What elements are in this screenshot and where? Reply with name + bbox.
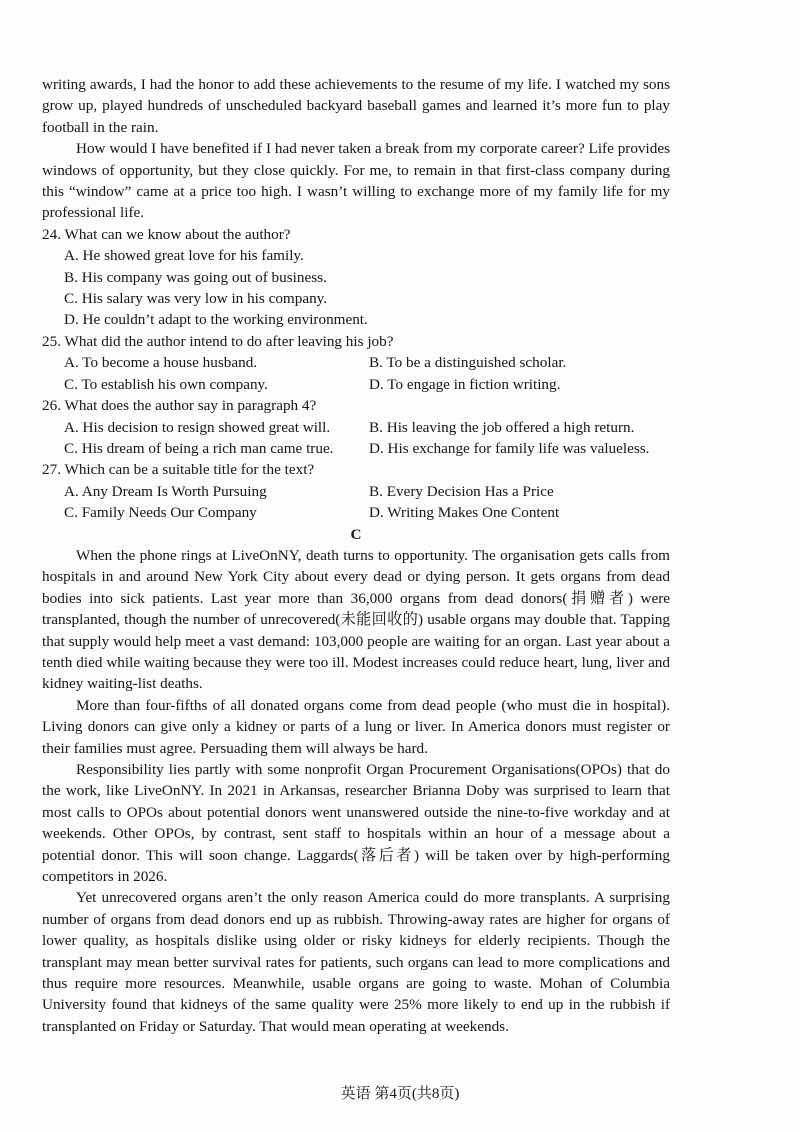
page-footer: 英语 第4页(共8页) <box>340 1086 460 1102</box>
option-c: C. His salary was very low in his company. <box>64 290 328 308</box>
option-d: D. His exchange for family life was valueless. <box>369 439 650 457</box>
question-25 <box>42 331 670 395</box>
option-b: B. His leaving the job offered a high return. <box>369 418 635 436</box>
paragraph: Responsibility lies partly with some nonprofit Organ Procurement Organisations(OPOs) that do the work, like LiveOnNY. In 2021 in Arkansas, researcher Brianna Doby was surprised to learn that most calls to OPOs about potential donors went unanswered outside the nine-to-five workday and at weekends. Other OPOs, by contrast, sent staff to hospitals within an hour of a message about a potential donor. This will soon change. Laggards(落后者) will be taken over by high-performing competitors in 2026. <box>42 761 670 886</box>
section-heading: C <box>350 525 362 543</box>
paragraph: When the phone rings at LiveOnNY, death turns to opportunity. The organisation gets calls from hospitals in and around New York City about every dead or dying person. It gets organs from dead bodies into sick patients. Last year more than 36,000 organs from dead donors(捐赠者) were transplanted, though the number of unrecovered(未能回收的) usable organs may double that. Tapping that supply would help meet a vast demand: 103,000 people are waiting for an organ. Last year about a tenth died while waiting because they were too ill. Modest increases could reduce heart, lung, liver and kidney waiting-list deaths. <box>42 546 670 693</box>
option-a: A. He showed great love for his family. <box>64 247 304 265</box>
question-stem: 26. What does the author say in paragraph 4? <box>42 397 317 415</box>
option-d: D. To engage in fiction writing. <box>369 375 561 393</box>
paragraph: writing awards, I had the honor to add these achievements to the resume of my life. I watched my sons grow up, played hundreds of unscheduled backyard baseball games and learned it’s more fun to play football in the rain. <box>42 76 670 136</box>
option-a: A. To become a house husband. <box>64 354 258 372</box>
question-stem: 27. Which can be a suitable title for the text? <box>42 461 315 479</box>
option-b: B. To be a distinguished scholar. <box>369 354 567 372</box>
option-c: C. Family Needs Our Company <box>64 504 257 522</box>
paragraph: More than four-fifths of all donated organs come from dead people (who must die in hospital). Living donors can give only a kidney or parts of a lung or liver. In America donors must register or their families must agree. Persuading them will always be hard. <box>42 696 670 757</box>
paragraph: Yet unrecovered organs aren’t the only reason America could do more transplants. A surprising number of organs from dead donors end up as rubbish. Throwing-away rates are higher for organs of lower quality, as hospitals dislike using older or risky kidneys for elderly recipients. Though the transplant may mean better survival rates for patients, such organs can lead to more complications and thus require more resources. Meanwhile, usable organs are going to waste. Mohan of Columbia University found that kidneys of the same quality were 25% more likely to end up in the rubbish if transplanted on Friday or Saturday. That would mean operating at weekends. <box>42 889 670 1035</box>
option-b: B. Every Decision Has a Price <box>369 482 554 500</box>
option-b: B. His company was going out of business. <box>64 268 327 286</box>
option-d: D. Writing Makes One Content <box>369 504 560 522</box>
question-27 <box>42 459 670 523</box>
option-c: C. To establish his own company. <box>64 375 268 393</box>
question-26 <box>42 395 670 459</box>
paragraph: How would I have benefited if I had never taken a break from my corporate career? Life provides windows of opportunity, but they close quickly. For me, to remain in that first-class company during this “window” came at a price too high. I wasn’t willing to exchange more of my family life for my professional life. <box>42 140 670 222</box>
option-a: A. Any Dream Is Worth Pursuing <box>64 482 267 500</box>
option-c: C. His dream of being a rich man came true. <box>64 439 334 457</box>
question-stem: 25. What did the author intend to do after leaving his job? <box>42 332 394 350</box>
option-a: A. His decision to resign showed great will. <box>64 418 331 436</box>
question-stem: 24. What can we know about the author? <box>42 225 291 243</box>
question-24 <box>42 224 670 331</box>
option-d: D. He couldn’t adapt to the working environment. <box>64 311 368 329</box>
